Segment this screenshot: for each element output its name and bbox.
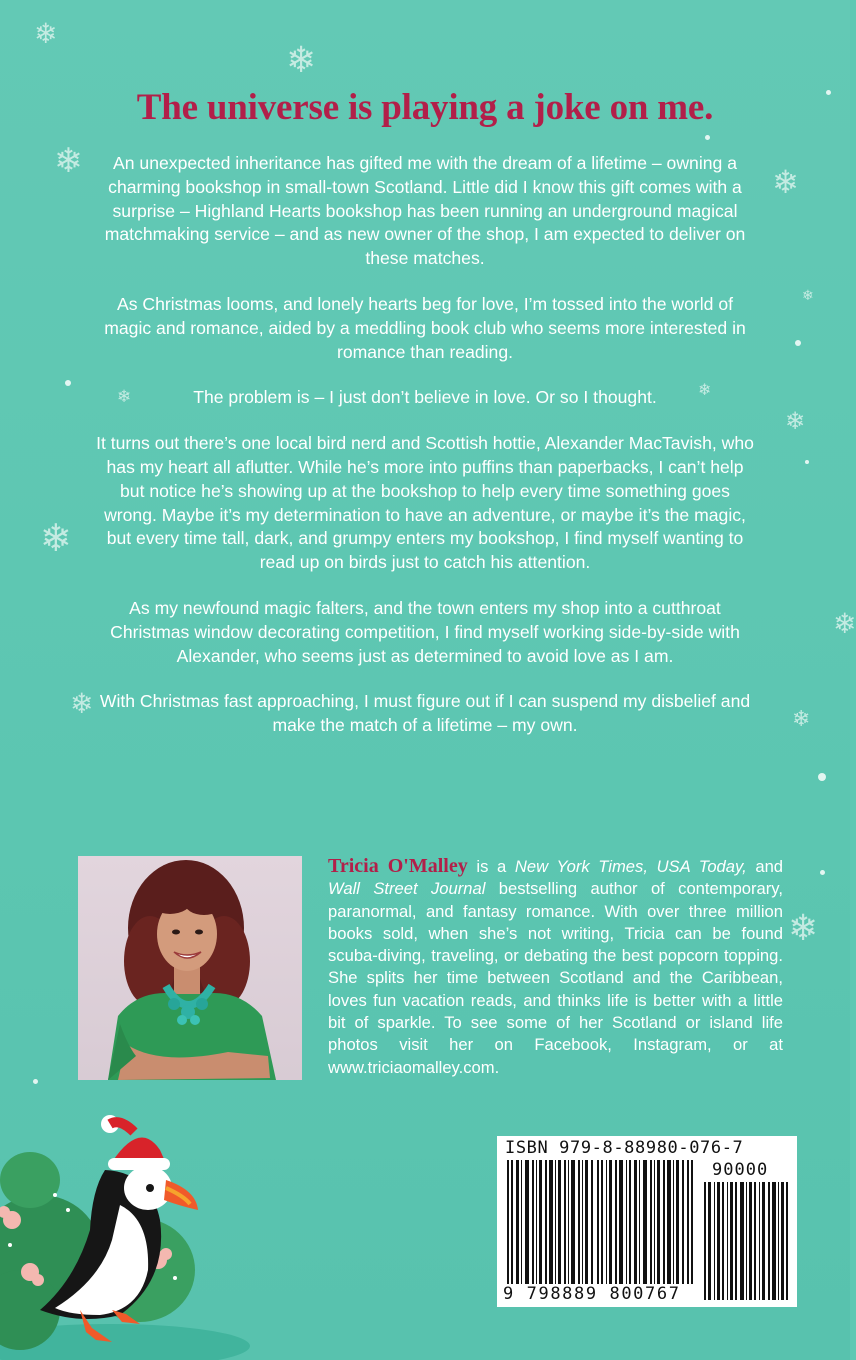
snow-dot xyxy=(795,340,801,346)
snowflake-icon: ❄ xyxy=(772,164,799,200)
snow-dot xyxy=(805,460,809,464)
author-photo xyxy=(78,856,302,1080)
blurb-paragraph: As Christmas looms, and lonely hearts beg for love, I’m tossed into the world of magic and romance, aided by a meddling book club who seems more interested in romance than reading. xyxy=(104,293,746,362)
snowflake-icon: ❄ xyxy=(54,142,83,180)
snowflake-icon: ❄ xyxy=(286,39,317,80)
snowflake-icon: ❄ xyxy=(34,18,58,49)
snow-dot xyxy=(65,380,71,386)
blurb-paragraph: With Christmas fast approaching, I must figure out if I can suspend my disbelief and make the match of a lifetime – my own. xyxy=(99,691,751,736)
blurb-paragraph: As my newfound magic falters, and the town enters my shop into a cutthroat Christmas window decorating competition, I find myself working side-by-side with Alexander, who seems just as determined to avoid love as I am. xyxy=(110,597,740,666)
snow-dot xyxy=(33,1079,38,1084)
bio-publication: New York Times, USA Today, xyxy=(514,857,747,876)
blurb-paragraph: The problem is – I just don’t believe in love. Or so I thought. xyxy=(193,387,657,408)
bio-text: is a xyxy=(467,857,515,876)
snow-dot xyxy=(820,870,825,875)
snowflake-icon: ❄ xyxy=(802,287,814,303)
ean-number: 9 798889 800767 xyxy=(503,1284,693,1304)
snow-dot xyxy=(818,773,826,781)
snowflake-icon: ❄ xyxy=(70,688,94,719)
isbn-barcode xyxy=(497,1136,797,1307)
bio-publication: Wall Street Journal xyxy=(328,879,486,899)
puffin-illustration xyxy=(0,1110,260,1360)
isbn-text: ISBN 979-8-88980-076-7 xyxy=(505,1138,744,1158)
book-blurb xyxy=(95,152,755,760)
author-name: Tricia O'Malley xyxy=(328,855,468,877)
snowflake-icon: ❄ xyxy=(792,706,811,731)
barcode-addon-bars xyxy=(704,1182,790,1300)
snowflake-icon: ❄ xyxy=(785,408,806,435)
price-code: 90000 xyxy=(712,1160,769,1180)
barcode-main-bars xyxy=(505,1160,697,1300)
blurb-paragraph: It turns out there’s one local bird nerd and Scottish hottie, Alexander MacTavish, who has my heart all aflutter. While he’s more into puffins than paperbacks, I can’t help but notice he’s showing up at the bookshop to help every time something goes wrong. Maybe it’s my determination to have an adventure, or maybe it’s the magic, but every time tall, dark, and grumpy enters my bookshop, I find myself wanting to read up on birds just to catch his attention. xyxy=(96,433,754,573)
snowflake-icon: ❄ xyxy=(833,608,856,639)
headline: The universe is playing a joke on me. xyxy=(136,87,714,128)
snowflake-icon: ❄ xyxy=(117,387,132,406)
author-bio xyxy=(328,855,783,1079)
blurb-paragraph: An unexpected inheritance has gifted me with the dream of a lifetime – owning a charming bookshop in small-town Scotland. Little did I know this gift comes with a surprise – Highland Hearts bookshop has been running an underground magical matchmaking service – and as new owner of the shop, I am expected to deliver on these matches. xyxy=(104,153,746,269)
snowflake-icon: ❄ xyxy=(40,518,72,560)
snowflake-icon: ❄ xyxy=(788,907,819,948)
bio-text: and xyxy=(746,857,784,876)
snowflake-icon: ❄ xyxy=(698,382,712,399)
bio-text: bestselling author of contemporary, paranormal, and fantasy romance. With over three million books sold, when she’s not writing, Tricia can be found scuba-diving, traveling, or debating the best popcorn topping. She splits her time between Scotland and the Caribbean, loves fun vacation reads, and thinks life is better with a little bit of sparkle. To see some of her Scotland or island life photos visit her on Facebook, Instagram, or at www.triciaomalley.com. xyxy=(328,879,783,1077)
snow-dot xyxy=(705,135,710,140)
